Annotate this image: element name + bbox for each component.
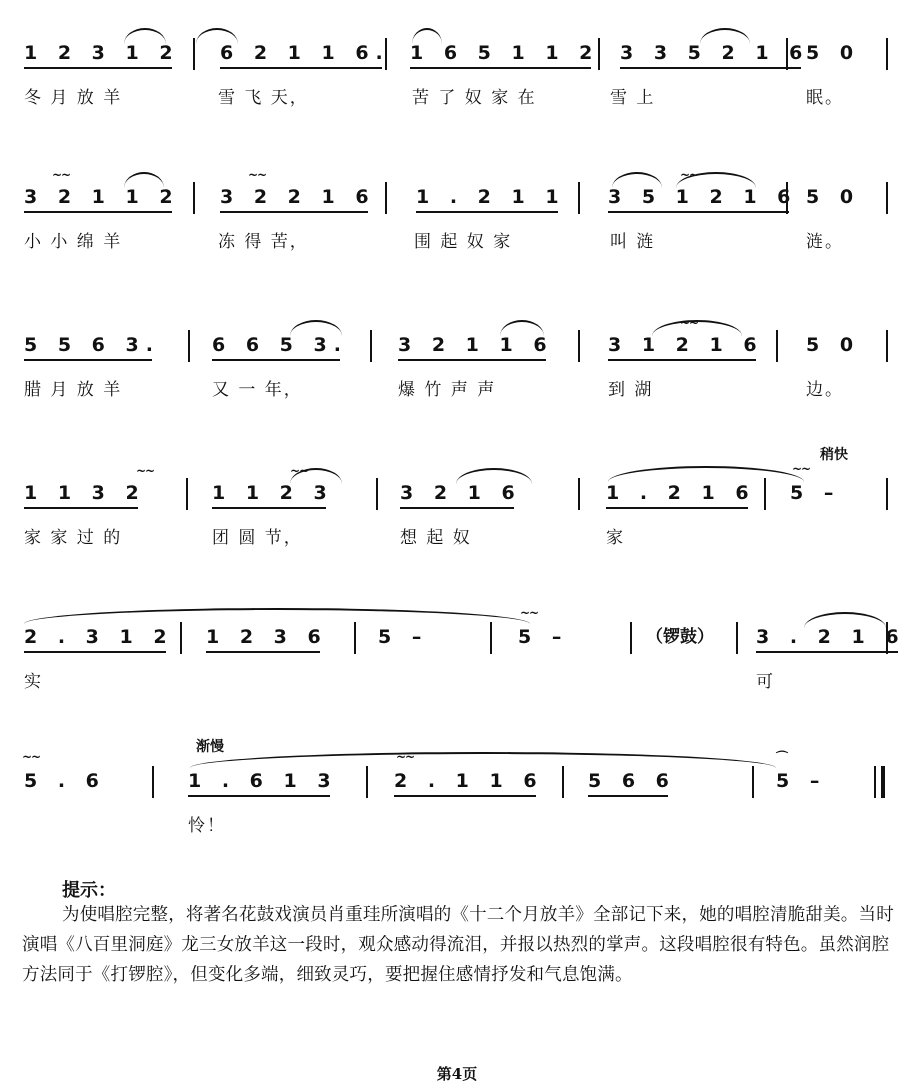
slur — [124, 28, 166, 44]
barline — [736, 622, 738, 654]
measure-3: 2 . 1 1 6 — [394, 762, 544, 800]
lyric: 苦 了 奴 家 在 — [412, 88, 537, 108]
measure-5: 5 – — [790, 482, 841, 504]
lyrics-line — [0, 84, 914, 112]
measure-4: 5 6 6 — [588, 762, 676, 800]
measure-2: 1 1 2 3 — [212, 474, 334, 512]
measure-1: 3 2 1 1 2 — [24, 178, 180, 216]
barline — [490, 622, 492, 654]
barline — [764, 478, 766, 510]
lyrics-line — [0, 668, 914, 696]
ornament-mark: ~~ — [792, 462, 811, 476]
barline — [886, 182, 888, 214]
notation-line — [0, 326, 914, 364]
slur — [290, 320, 342, 336]
lyric: 家 家 过 的 — [24, 528, 123, 548]
barline — [186, 478, 188, 510]
measure-2: 6 6 5 3. — [212, 326, 348, 364]
measure-3: 5 – — [378, 626, 429, 648]
barline — [354, 622, 356, 654]
barline — [385, 182, 387, 214]
barline — [886, 478, 888, 510]
ornament-mark: ~~ — [22, 750, 41, 764]
lyric: 又 一 年， — [212, 380, 303, 400]
lyric: 可 — [756, 672, 775, 692]
lyrics-line — [0, 812, 914, 840]
lyric: 到 湖 — [608, 380, 654, 400]
measure-3: 3 2 1 6 — [400, 474, 522, 512]
ornament-mark: ~~ — [396, 750, 415, 764]
barline — [786, 182, 788, 214]
ornament-mark: ~~ — [680, 168, 699, 182]
lyric: 围 起 奴 家 — [414, 232, 513, 252]
lyric: 实 — [24, 672, 43, 692]
barline — [578, 330, 580, 362]
lyric: 小 小 绵 羊 — [24, 232, 123, 252]
tempo-mark-faster: 稍快 — [820, 447, 848, 463]
barline — [180, 622, 182, 654]
measure-1: 5 5 6 3. — [24, 326, 160, 364]
measure-1: 5 . 6 — [24, 770, 106, 792]
measure-5: 5 0 — [806, 186, 861, 208]
barline — [578, 182, 580, 214]
barline — [598, 38, 600, 70]
measure-3: 1 . 2 1 1 — [416, 178, 566, 216]
measure-1: 2 . 3 1 2 — [24, 618, 174, 656]
barline — [886, 38, 888, 70]
ornament-mark: ~~ — [248, 168, 267, 182]
slur — [24, 608, 530, 624]
slur — [608, 466, 804, 482]
measure-2: 3 2 2 1 6 — [220, 178, 376, 216]
lyric: 叫 涟 — [610, 232, 656, 252]
barline — [578, 478, 580, 510]
measure-1: 1 2 3 1 2 — [24, 34, 180, 72]
measure-4: 3 1 2 1 6 — [608, 326, 764, 364]
measure-2: 6 2 1 1 6. — [220, 34, 390, 72]
measure-2: 1 2 3 6 — [206, 618, 328, 656]
ornament-mark: ~~ — [52, 168, 71, 182]
lyric: 涟。 — [806, 232, 844, 252]
barline — [366, 766, 368, 798]
measure-3: 1 6 5 1 1 2 — [410, 34, 599, 72]
slur — [412, 28, 442, 44]
slur — [612, 172, 662, 188]
ornament-mark: ~~ — [136, 464, 155, 478]
lyric: 边。 — [806, 380, 844, 400]
measure-1: 1 1 3 2 — [24, 474, 146, 512]
measure-2: 1 . 6 1 3 — [188, 762, 338, 800]
barline — [376, 478, 378, 510]
slur — [500, 320, 544, 336]
slur — [456, 468, 532, 484]
barline — [385, 38, 387, 70]
fermata-mark: ⌒ — [776, 750, 788, 764]
hint-body: 为使唱腔完整，将著名花鼓戏演员肖重珪所演唱的《十二个月放羊》全部记下来，她的唱腔清脆甜美。当时演唱《八百里洞庭》龙三女放羊这一段时，观众感动得流泪，并报以热烈的掌声。这段唱腔很有特色。虽然润腔方法同于《打锣腔》，但变化多端，细致灵巧，要把握住感情抒发和气息饱满。 — [22, 905, 894, 985]
barline — [193, 182, 195, 214]
lyric: 爆 竹 声 声 — [398, 380, 497, 400]
slur — [196, 28, 238, 44]
hint-title: 提示： — [62, 880, 116, 901]
percussion-interlude: （锣鼓） — [646, 627, 714, 647]
barline — [886, 330, 888, 362]
barline — [562, 766, 564, 798]
measure-4: 5 – — [518, 626, 569, 648]
ornament-mark: ~~ — [290, 464, 309, 478]
slur — [700, 28, 750, 44]
measure-5: 5 0 — [806, 334, 861, 356]
lyric: 雪 飞 天， — [218, 88, 309, 108]
ornament-mark: ~~ — [680, 316, 699, 330]
measure-6: 3 . 2 1 6 — [756, 618, 906, 656]
ornament-mark: ~~ — [520, 606, 539, 620]
tempo-mark-slower: 渐慢 — [196, 739, 224, 755]
barline — [776, 330, 778, 362]
measure-5: 5 – — [776, 770, 827, 792]
final-barline — [874, 766, 876, 798]
barline — [370, 330, 372, 362]
lyric: 冬 月 放 羊 — [24, 88, 123, 108]
lyric: 团 圆 节， — [212, 528, 303, 548]
barline — [193, 38, 195, 70]
page-number: 第4页 — [436, 1065, 478, 1083]
lyric: 雪 上 — [610, 88, 656, 108]
lyric: 想 起 奴 — [400, 528, 472, 548]
lyric: 腊 月 放 羊 — [24, 380, 123, 400]
measure-5: 5 0 — [806, 42, 861, 64]
lyrics-line — [0, 376, 914, 404]
barline — [786, 38, 788, 70]
lyric: 怜！ — [188, 816, 226, 836]
barline — [752, 766, 754, 798]
lyric: 家 — [606, 528, 625, 548]
lyrics-line — [0, 228, 914, 256]
measure-4: 3 3 5 2 1 6 — [620, 34, 809, 72]
barline — [152, 766, 154, 798]
slur — [804, 612, 886, 628]
barline — [630, 622, 632, 654]
barline — [188, 330, 190, 362]
measure-3: 3 2 1 1 6 — [398, 326, 554, 364]
lyrics-line — [0, 524, 914, 552]
lyric: 眠。 — [806, 88, 844, 108]
slur — [190, 752, 776, 768]
measure-4: 3 5 1 2 1 6 — [608, 178, 797, 216]
measure-4: 1 . 2 1 6 — [606, 474, 756, 512]
slur — [652, 320, 742, 336]
lyric: 冻 得 苦， — [218, 232, 309, 252]
slur — [124, 172, 164, 188]
barline — [886, 622, 888, 654]
